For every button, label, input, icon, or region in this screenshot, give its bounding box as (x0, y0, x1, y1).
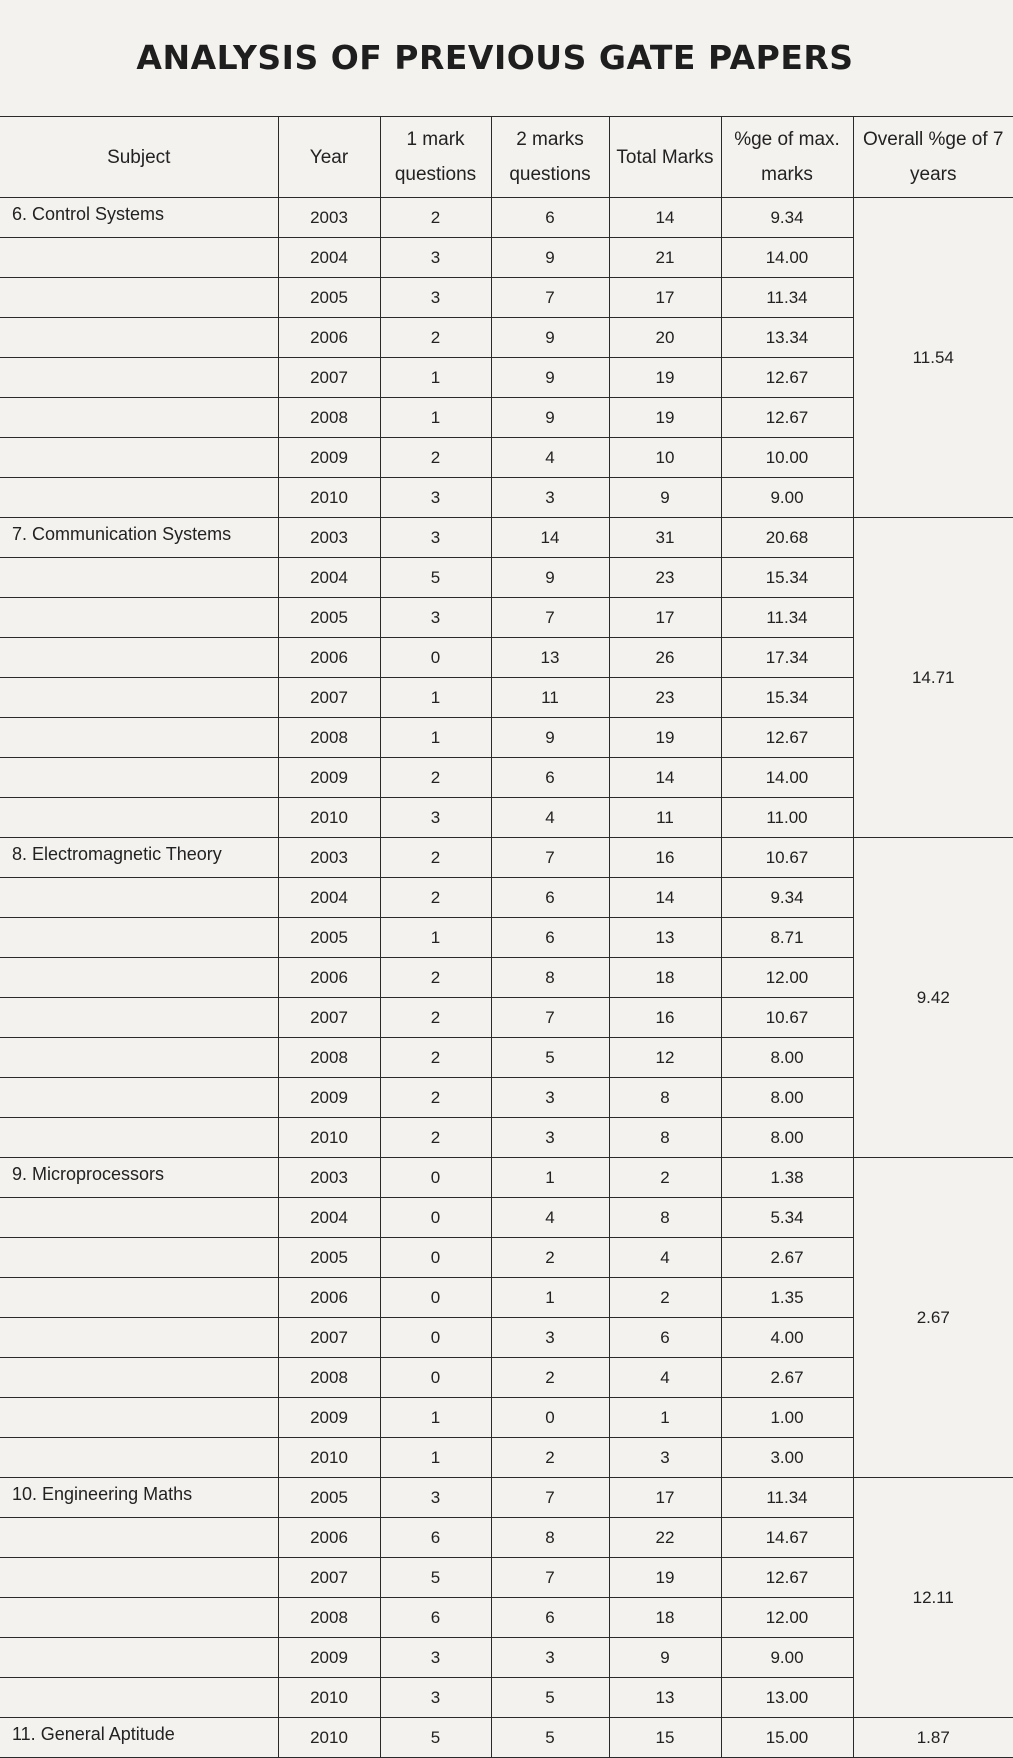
percent-cell: 13.34 (721, 318, 853, 358)
one-mark-cell: 3 (380, 598, 491, 638)
year-cell: 2008 (278, 1038, 380, 1078)
total-marks-cell: 8 (609, 1118, 721, 1158)
year-cell: 2003 (278, 838, 380, 878)
subject-cell-empty (0, 758, 278, 798)
year-cell: 2007 (278, 998, 380, 1038)
two-marks-cell: 9 (491, 238, 609, 278)
two-marks-cell: 5 (491, 1678, 609, 1718)
two-marks-cell: 6 (491, 878, 609, 918)
percent-cell: 12.67 (721, 1558, 853, 1598)
two-marks-cell: 2 (491, 1438, 609, 1478)
year-cell: 2007 (278, 358, 380, 398)
year-cell: 2006 (278, 318, 380, 358)
total-marks-cell: 26 (609, 638, 721, 678)
total-marks-cell: 13 (609, 1678, 721, 1718)
percent-cell: 15.34 (721, 558, 853, 598)
total-marks-cell: 15 (609, 1718, 721, 1758)
percent-cell: 15.00 (721, 1718, 853, 1758)
total-marks-cell: 19 (609, 718, 721, 758)
percent-cell: 10.00 (721, 438, 853, 478)
total-marks-cell: 16 (609, 838, 721, 878)
one-mark-cell: 3 (380, 478, 491, 518)
percent-cell: 10.67 (721, 998, 853, 1038)
percent-cell: 14.67 (721, 1518, 853, 1558)
total-marks-cell: 31 (609, 518, 721, 558)
subject-cell-empty (0, 878, 278, 918)
percent-cell: 2.67 (721, 1358, 853, 1398)
two-marks-cell: 9 (491, 358, 609, 398)
subject-cell-empty (0, 1198, 278, 1238)
subject-cell-empty (0, 598, 278, 638)
year-cell: 2005 (278, 1238, 380, 1278)
percent-cell: 8.00 (721, 1038, 853, 1078)
percent-cell: 13.00 (721, 1678, 853, 1718)
one-mark-cell: 3 (380, 238, 491, 278)
subject-cell-empty (0, 918, 278, 958)
one-mark-cell: 5 (380, 1718, 491, 1758)
two-marks-cell: 2 (491, 1358, 609, 1398)
header-total-marks: Total Marks (609, 117, 721, 198)
total-marks-cell: 14 (609, 758, 721, 798)
one-mark-cell: 3 (380, 1478, 491, 1518)
year-cell: 2010 (278, 1718, 380, 1758)
total-marks-cell: 11 (609, 798, 721, 838)
percent-cell: 3.00 (721, 1438, 853, 1478)
overall-percent-cell: 12.11 (853, 1478, 1013, 1718)
two-marks-cell: 6 (491, 1598, 609, 1638)
subject-cell-empty (0, 1678, 278, 1718)
percent-cell: 12.00 (721, 958, 853, 998)
total-marks-cell: 14 (609, 878, 721, 918)
header-row (0, 117, 1013, 198)
one-mark-cell: 6 (380, 1518, 491, 1558)
total-marks-cell: 19 (609, 398, 721, 438)
two-marks-cell: 7 (491, 1478, 609, 1518)
year-cell: 2010 (278, 798, 380, 838)
percent-cell: 9.00 (721, 1638, 853, 1678)
subject-cell-empty (0, 398, 278, 438)
two-marks-cell: 5 (491, 1718, 609, 1758)
year-cell: 2008 (278, 398, 380, 438)
percent-cell: 12.00 (721, 1598, 853, 1638)
two-marks-cell: 9 (491, 398, 609, 438)
one-mark-cell: 3 (380, 518, 491, 558)
one-mark-cell: 3 (380, 1638, 491, 1678)
total-marks-cell: 19 (609, 1558, 721, 1598)
two-marks-cell: 5 (491, 1038, 609, 1078)
table-row (0, 518, 1013, 558)
two-marks-cell: 7 (491, 838, 609, 878)
one-mark-cell: 0 (380, 638, 491, 678)
header-percent-max: %ge of max. marks (721, 117, 853, 198)
year-cell: 2010 (278, 1118, 380, 1158)
subject-cell-empty (0, 1358, 278, 1398)
year-cell: 2006 (278, 1518, 380, 1558)
one-mark-cell: 2 (380, 198, 491, 238)
total-marks-cell: 23 (609, 678, 721, 718)
one-mark-cell: 1 (380, 398, 491, 438)
table-body (0, 198, 1013, 1758)
total-marks-cell: 1 (609, 1398, 721, 1438)
two-marks-cell: 2 (491, 1238, 609, 1278)
one-mark-cell: 0 (380, 1198, 491, 1238)
gate-analysis-table (0, 116, 1013, 1758)
header-one-mark: 1 mark questions (380, 117, 491, 198)
subject-cell-empty (0, 238, 278, 278)
one-mark-cell: 1 (380, 1438, 491, 1478)
one-mark-cell: 2 (380, 1038, 491, 1078)
percent-cell: 9.00 (721, 478, 853, 518)
one-mark-cell: 2 (380, 838, 491, 878)
total-marks-cell: 8 (609, 1078, 721, 1118)
year-cell: 2008 (278, 1358, 380, 1398)
percent-cell: 10.67 (721, 838, 853, 878)
subject-name: 8. Electromagnetic Theory (0, 838, 278, 878)
total-marks-cell: 10 (609, 438, 721, 478)
two-marks-cell: 1 (491, 1278, 609, 1318)
subject-cell-empty (0, 718, 278, 758)
two-marks-cell: 3 (491, 1078, 609, 1118)
total-marks-cell: 9 (609, 1638, 721, 1678)
two-marks-cell: 4 (491, 1198, 609, 1238)
two-marks-cell: 1 (491, 1158, 609, 1198)
subject-cell-empty (0, 278, 278, 318)
one-mark-cell: 5 (380, 1558, 491, 1598)
total-marks-cell: 6 (609, 1318, 721, 1358)
percent-cell: 11.34 (721, 278, 853, 318)
table-row (0, 198, 1013, 238)
subject-cell-empty (0, 1598, 278, 1638)
year-cell: 2004 (278, 1198, 380, 1238)
percent-cell: 11.00 (721, 798, 853, 838)
year-cell: 2007 (278, 1558, 380, 1598)
two-marks-cell: 14 (491, 518, 609, 558)
percent-cell: 4.00 (721, 1318, 853, 1358)
percent-cell: 8.71 (721, 918, 853, 958)
two-marks-cell: 6 (491, 758, 609, 798)
one-mark-cell: 1 (380, 918, 491, 958)
one-mark-cell: 5 (380, 558, 491, 598)
total-marks-cell: 13 (609, 918, 721, 958)
two-marks-cell: 6 (491, 198, 609, 238)
total-marks-cell: 3 (609, 1438, 721, 1478)
percent-cell: 1.00 (721, 1398, 853, 1438)
subject-cell-empty (0, 438, 278, 478)
one-mark-cell: 0 (380, 1158, 491, 1198)
year-cell: 2010 (278, 1678, 380, 1718)
subject-cell-empty (0, 1638, 278, 1678)
percent-cell: 20.68 (721, 518, 853, 558)
total-marks-cell: 2 (609, 1278, 721, 1318)
percent-cell: 1.38 (721, 1158, 853, 1198)
total-marks-cell: 4 (609, 1238, 721, 1278)
one-mark-cell: 2 (380, 1078, 491, 1118)
total-marks-cell: 14 (609, 198, 721, 238)
two-marks-cell: 3 (491, 1118, 609, 1158)
one-mark-cell: 1 (380, 678, 491, 718)
subject-cell-empty (0, 1398, 278, 1438)
subject-cell-empty (0, 1278, 278, 1318)
percent-cell: 12.67 (721, 358, 853, 398)
two-marks-cell: 3 (491, 1318, 609, 1358)
subject-name: 7. Communication Systems (0, 518, 278, 558)
subject-cell-empty (0, 1558, 278, 1598)
total-marks-cell: 9 (609, 478, 721, 518)
total-marks-cell: 8 (609, 1198, 721, 1238)
one-mark-cell: 2 (380, 438, 491, 478)
two-marks-cell: 7 (491, 1558, 609, 1598)
subject-cell-empty (0, 318, 278, 358)
one-mark-cell: 2 (380, 318, 491, 358)
year-cell: 2006 (278, 638, 380, 678)
one-mark-cell: 0 (380, 1318, 491, 1358)
total-marks-cell: 17 (609, 1478, 721, 1518)
subject-cell-empty (0, 1078, 278, 1118)
one-mark-cell: 2 (380, 878, 491, 918)
percent-cell: 8.00 (721, 1118, 853, 1158)
year-cell: 2006 (278, 1278, 380, 1318)
subject-name: 9. Microprocessors (0, 1158, 278, 1198)
subject-cell-empty (0, 1438, 278, 1478)
subject-name: 10. Engineering Maths (0, 1478, 278, 1518)
one-mark-cell: 6 (380, 1598, 491, 1638)
two-marks-cell: 11 (491, 678, 609, 718)
year-cell: 2006 (278, 958, 380, 998)
two-marks-cell: 6 (491, 918, 609, 958)
percent-cell: 9.34 (721, 198, 853, 238)
percent-cell: 9.34 (721, 878, 853, 918)
table-row (0, 1478, 1013, 1518)
year-cell: 2009 (278, 1078, 380, 1118)
percent-cell: 2.67 (721, 1238, 853, 1278)
year-cell: 2005 (278, 918, 380, 958)
table-row (0, 1718, 1013, 1758)
subject-cell-empty (0, 558, 278, 598)
percent-cell: 14.00 (721, 238, 853, 278)
subject-cell-empty (0, 798, 278, 838)
two-marks-cell: 8 (491, 958, 609, 998)
total-marks-cell: 18 (609, 958, 721, 998)
subject-name: 6. Control Systems (0, 198, 278, 238)
one-mark-cell: 2 (380, 1118, 491, 1158)
subject-cell-empty (0, 1038, 278, 1078)
percent-cell: 1.35 (721, 1278, 853, 1318)
percent-cell: 8.00 (721, 1078, 853, 1118)
subject-cell-empty (0, 1118, 278, 1158)
one-mark-cell: 3 (380, 1678, 491, 1718)
two-marks-cell: 7 (491, 998, 609, 1038)
total-marks-cell: 17 (609, 598, 721, 638)
overall-percent-cell: 2.67 (853, 1158, 1013, 1478)
total-marks-cell: 16 (609, 998, 721, 1038)
one-mark-cell: 0 (380, 1358, 491, 1398)
subject-cell-empty (0, 638, 278, 678)
two-marks-cell: 0 (491, 1398, 609, 1438)
total-marks-cell: 12 (609, 1038, 721, 1078)
subject-cell-empty (0, 358, 278, 398)
two-marks-cell: 9 (491, 718, 609, 758)
one-mark-cell: 0 (380, 1238, 491, 1278)
subject-cell-empty (0, 478, 278, 518)
year-cell: 2003 (278, 518, 380, 558)
percent-cell: 12.67 (721, 718, 853, 758)
one-mark-cell: 1 (380, 1398, 491, 1438)
one-mark-cell: 1 (380, 718, 491, 758)
total-marks-cell: 17 (609, 278, 721, 318)
two-marks-cell: 3 (491, 478, 609, 518)
year-cell: 2005 (278, 598, 380, 638)
year-cell: 2009 (278, 1638, 380, 1678)
percent-cell: 5.34 (721, 1198, 853, 1238)
total-marks-cell: 21 (609, 238, 721, 278)
year-cell: 2004 (278, 238, 380, 278)
year-cell: 2004 (278, 878, 380, 918)
two-marks-cell: 7 (491, 598, 609, 638)
year-cell: 2003 (278, 1158, 380, 1198)
subject-cell-empty (0, 1238, 278, 1278)
year-cell: 2005 (278, 1478, 380, 1518)
year-cell: 2003 (278, 198, 380, 238)
year-cell: 2010 (278, 1438, 380, 1478)
overall-percent-cell: 1.87 (853, 1718, 1013, 1758)
total-marks-cell: 19 (609, 358, 721, 398)
one-mark-cell: 1 (380, 358, 491, 398)
total-marks-cell: 20 (609, 318, 721, 358)
one-mark-cell: 3 (380, 278, 491, 318)
percent-cell: 11.34 (721, 1478, 853, 1518)
page-title: ANALYSIS OF PREVIOUS GATE PAPERS (136, 38, 854, 77)
one-mark-cell: 3 (380, 798, 491, 838)
two-marks-cell: 3 (491, 1638, 609, 1678)
two-marks-cell: 4 (491, 798, 609, 838)
overall-percent-cell: 14.71 (853, 518, 1013, 838)
total-marks-cell: 18 (609, 1598, 721, 1638)
overall-percent-cell: 11.54 (853, 198, 1013, 518)
two-marks-cell: 8 (491, 1518, 609, 1558)
subject-cell-empty (0, 678, 278, 718)
total-marks-cell: 2 (609, 1158, 721, 1198)
two-marks-cell: 7 (491, 278, 609, 318)
year-cell: 2008 (278, 1598, 380, 1638)
subject-cell-empty (0, 998, 278, 1038)
year-cell: 2009 (278, 1398, 380, 1438)
total-marks-cell: 22 (609, 1518, 721, 1558)
percent-cell: 12.67 (721, 398, 853, 438)
two-marks-cell: 13 (491, 638, 609, 678)
year-cell: 2009 (278, 758, 380, 798)
subject-cell-empty (0, 1318, 278, 1358)
year-cell: 2008 (278, 718, 380, 758)
year-cell: 2004 (278, 558, 380, 598)
year-cell: 2007 (278, 1318, 380, 1358)
year-cell: 2005 (278, 278, 380, 318)
subject-cell-empty (0, 1518, 278, 1558)
year-cell: 2007 (278, 678, 380, 718)
table-row (0, 838, 1013, 878)
subject-name: 11. General Aptitude (0, 1718, 278, 1758)
percent-cell: 15.34 (721, 678, 853, 718)
one-mark-cell: 2 (380, 998, 491, 1038)
table-row (0, 1158, 1013, 1198)
header-subject: Subject (0, 117, 278, 198)
two-marks-cell: 9 (491, 558, 609, 598)
year-cell: 2009 (278, 438, 380, 478)
one-mark-cell: 0 (380, 1278, 491, 1318)
total-marks-cell: 4 (609, 1358, 721, 1398)
header-year: Year (278, 117, 380, 198)
header-two-marks: 2 marks questions (491, 117, 609, 198)
total-marks-cell: 23 (609, 558, 721, 598)
percent-cell: 11.34 (721, 598, 853, 638)
one-mark-cell: 2 (380, 758, 491, 798)
year-cell: 2010 (278, 478, 380, 518)
percent-cell: 14.00 (721, 758, 853, 798)
header-overall-percent: Overall %ge of 7 years (853, 117, 1013, 198)
one-mark-cell: 2 (380, 958, 491, 998)
two-marks-cell: 4 (491, 438, 609, 478)
two-marks-cell: 9 (491, 318, 609, 358)
overall-percent-cell: 9.42 (853, 838, 1013, 1158)
subject-cell-empty (0, 958, 278, 998)
percent-cell: 17.34 (721, 638, 853, 678)
